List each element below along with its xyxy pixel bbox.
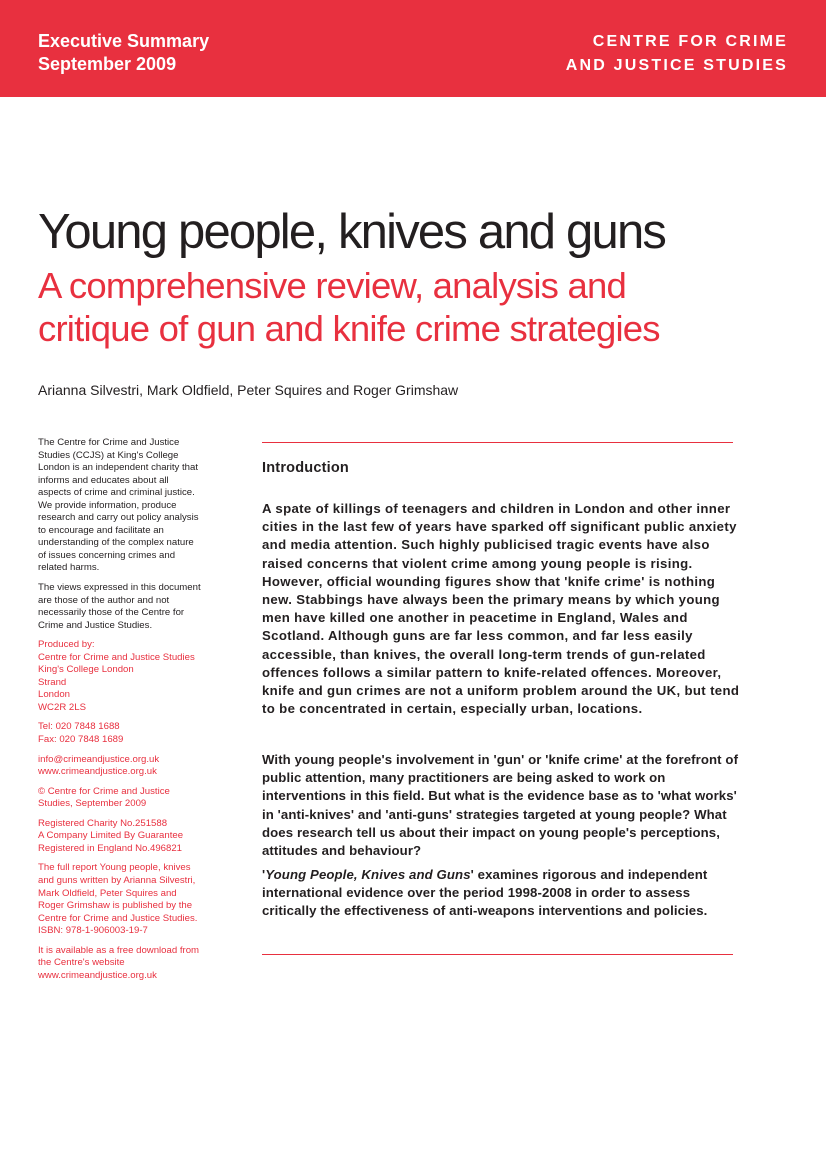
download-link[interactable]: www.crimeandjustice.org.uk [38,969,157,981]
registration-number: Registered in England No.496821 [38,842,183,854]
section-heading: Introduction [262,460,349,476]
email-link[interactable]: info@crimeandjustice.org.uk [38,753,160,765]
document-subtitle [38,264,808,350]
full-report-info: The full report Young people, knives and guns written by Arianna Silvestri, Mark Oldfield, Peter Squires and Roger Grimshaw is published by the Centre for Crime and Justice Studies. ISBN: 978-1-906003-19-7 [38,862,198,937]
bottom-divider [262,954,733,955]
download-info [38,945,203,983]
subtitle-line1: A comprehensive review, analysis and [38,265,626,306]
views-disclaimer: The views expressed in this document are those of the author and not necessarily those of the Centre for Crime and Justice Studies. [38,582,201,631]
company-status: A Company Limited By Guarantee [38,830,184,842]
report-title-italic: Young People, Knives and Guns [265,867,471,882]
intro-paragraph-2: With young people's involvement in 'gun' or 'knife crime' at the forefront of public attention, many practitioners are being asked to work on interventions in this field. But what is the evidence base as to 'what works' in 'anti-knives' and 'anti-guns' strategies targeted at young people? What does research tell us about their impact on young people's perceptions, attitudes and behaviour? [262,752,739,859]
authors: Arianna Silvestri, Mark Oldfield, Peter Squires and Roger Grimshaw [38,382,459,398]
org-name-line1: CENTRE FOR CRIME [592,33,788,50]
address-college: King's College London [38,664,134,676]
subtitle-line2: critique of gun and knife crime strategies [38,308,660,349]
address-org: Centre for Crime and Justice Studies [38,651,195,663]
fax: Fax: 020 7848 1689 [38,734,124,746]
document-title: Young people, knives and guns [38,205,666,259]
header-banner [0,0,826,97]
open-quote: ' [262,867,266,882]
main-content [262,460,742,476]
org-logo [566,30,788,78]
report-type [38,30,209,76]
report-date: September 2009 [38,54,177,74]
address-city: London [38,689,71,701]
address-street: Strand [38,676,67,688]
paragraph-3-rest: ' examines rigorous and independent international evidence over the period 1998-2008 in order to assess critically the effectiveness of anti-weapons interventions and policies. [262,867,708,919]
charity-number: Registered Charity No.251588 [38,817,168,829]
sidebar [38,437,203,989]
address-postcode: WC2R 2LS [38,701,86,713]
intro-paragraph-3 [262,866,742,921]
copyright: © Centre for Crime and Justice Studies, September 2009 [38,785,170,810]
intro-paragraph-1: A spate of killings of teenagers and children in London and other inner cities in the last few of years have sparked off significant public anxiety and media attention. Such highly publicised tragic events have also raised concerns that violent crime among young people is rising. However, official wounding figures show that 'knife crime' is nothing new. Stabbings have always been the primary means by which young men have killed one another in peacetime in England, Wales and Scotland. Although guns are far less common, and far less easily accessible, than knives, the overall long-term trends of gun-related offences follows a similar pattern to knife-related offences. Moreover, knife and gun crimes are not a uniform problem around the UK, but tend to be concentrated in certain, especially urban, locations. [262,501,740,717]
about-centre: The Centre for Crime and Justice Studies (CCJS) at King's College London is an independent charity that informs and educates about all aspects of crime and criminal justice. We provide information, produce research and carry out policy analysis to encourage and facilitate an understanding of the complex nature of issues concerning crimes and related harms. [38,437,199,574]
summary-label: Executive Summary [38,31,210,51]
download-text: It is available as a free download from the Centre's website [38,944,200,969]
address-block [38,639,203,714]
website-link[interactable]: www.crimeandjustice.org.uk [38,766,157,778]
telephone: Tel: 020 7848 1688 [38,721,120,733]
registration-info [38,818,203,856]
top-divider [262,442,733,443]
org-name-line2: AND JUSTICE STUDIES [565,57,788,74]
contact-web [38,754,203,779]
contact-phone [38,721,203,746]
produced-by-label: Produced by: [38,639,95,651]
